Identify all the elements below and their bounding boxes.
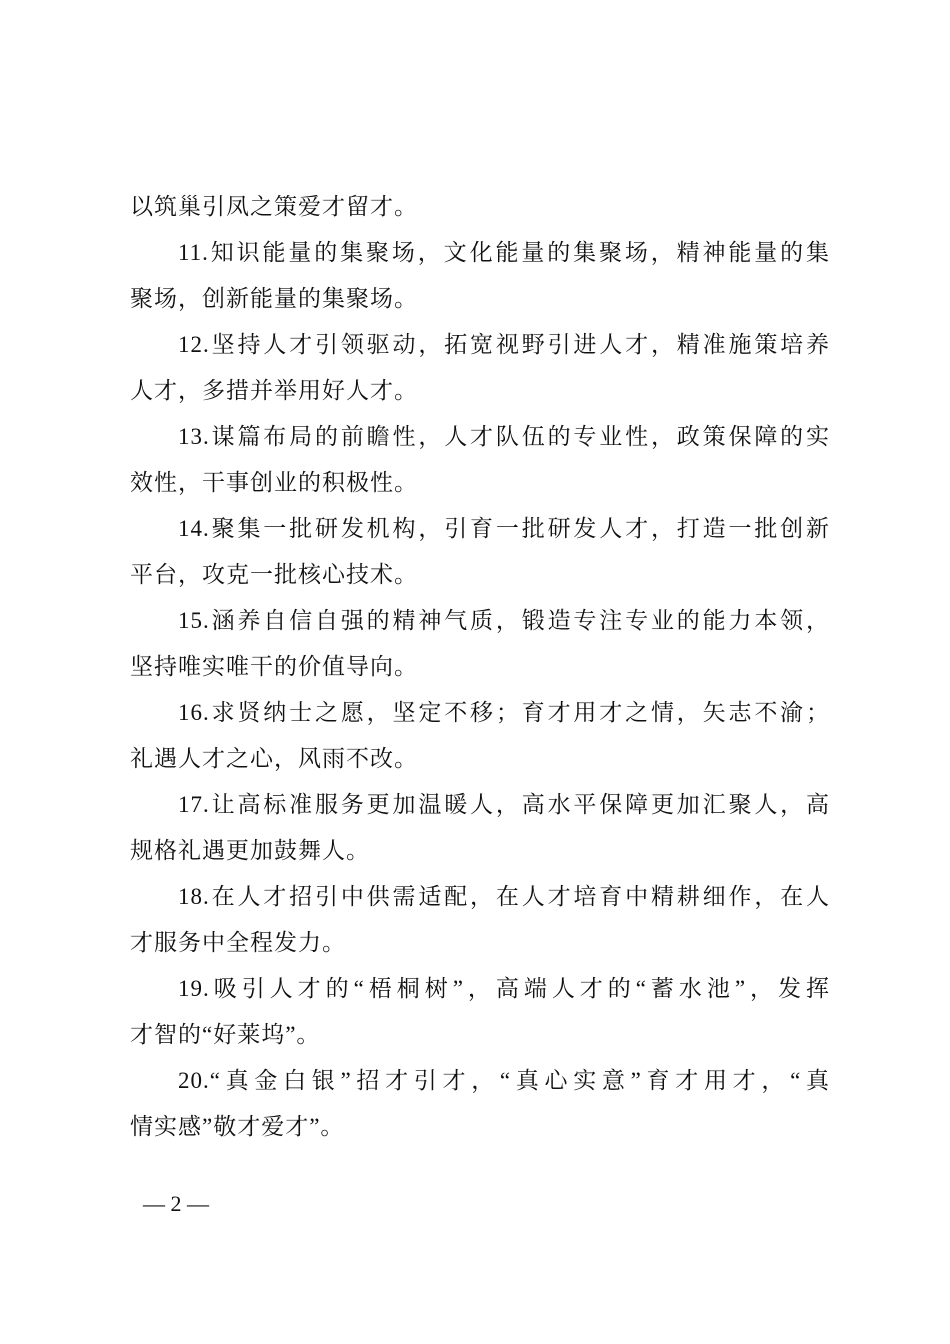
text-line: 礼遇人才之心，风雨不改。 — [130, 746, 418, 771]
text-line: 以筑巢引凤之策爱才留才。 — [130, 194, 418, 219]
text-line: 11.知识能量的集聚场，文化能量的集聚场，精神能量的集 — [178, 240, 830, 265]
paragraph-item-18 — [130, 874, 830, 966]
paragraph-item-15 — [130, 598, 830, 690]
text-line: 12.坚持人才引领驱动，拓宽视野引进人才，精准施策培养 — [178, 332, 830, 357]
text-line: 规格礼遇更加鼓舞人。 — [130, 838, 370, 863]
text-line: 人才，多措并举用好人才。 — [130, 378, 418, 403]
text-line: 平台，攻克一批核心技术。 — [130, 562, 418, 587]
paragraph-item-12 — [130, 322, 830, 414]
paragraph-item-19 — [130, 966, 830, 1058]
text-line: 15.涵养自信自强的精神气质，锻造专注专业的能力本领， — [178, 608, 830, 633]
text-line: 效性，干事创业的积极性。 — [130, 470, 418, 495]
paragraph-item-14 — [130, 506, 830, 598]
paragraph-item-13 — [130, 414, 830, 506]
text-line: 聚场，创新能量的集聚场。 — [130, 286, 418, 311]
text-line: 19.吸引人才的“梧桐树”，高端人才的“蓄水池”，发挥 — [178, 976, 830, 1001]
document-body — [130, 184, 830, 1150]
text-line: 坚持唯实唯干的价值导向。 — [130, 654, 418, 679]
text-line: 才智的“好莱坞”。 — [130, 1022, 321, 1047]
text-line: 18.在人才招引中供需适配，在人才培育中精耕细作，在人 — [178, 884, 830, 909]
text-line: 20.“真金白银”招才引才，“真心实意”育才用才，“真 — [178, 1068, 830, 1093]
text-line: 14.聚集一批研发机构，引育一批研发人才，打造一批创新 — [178, 516, 830, 541]
paragraph-item-20 — [130, 1058, 830, 1150]
text-line: 17.让高标准服务更加温暖人，高水平保障更加汇聚人，高 — [178, 792, 830, 817]
text-line: 13.谋篇布局的前瞻性，人才队伍的专业性，政策保障的实 — [178, 424, 830, 449]
page-number: — 2 — — [143, 1191, 209, 1216]
paragraph-continuation — [130, 184, 830, 230]
paragraph-item-17 — [130, 782, 830, 874]
text-line: 情实感”敬才爱才”。 — [130, 1114, 345, 1139]
text-line: 才服务中全程发力。 — [130, 930, 346, 955]
paragraph-item-16 — [130, 690, 830, 782]
paragraph-item-11 — [130, 230, 830, 322]
text-line: 16.求贤纳士之愿，坚定不移；育才用才之情，矢志不渝； — [178, 700, 830, 725]
